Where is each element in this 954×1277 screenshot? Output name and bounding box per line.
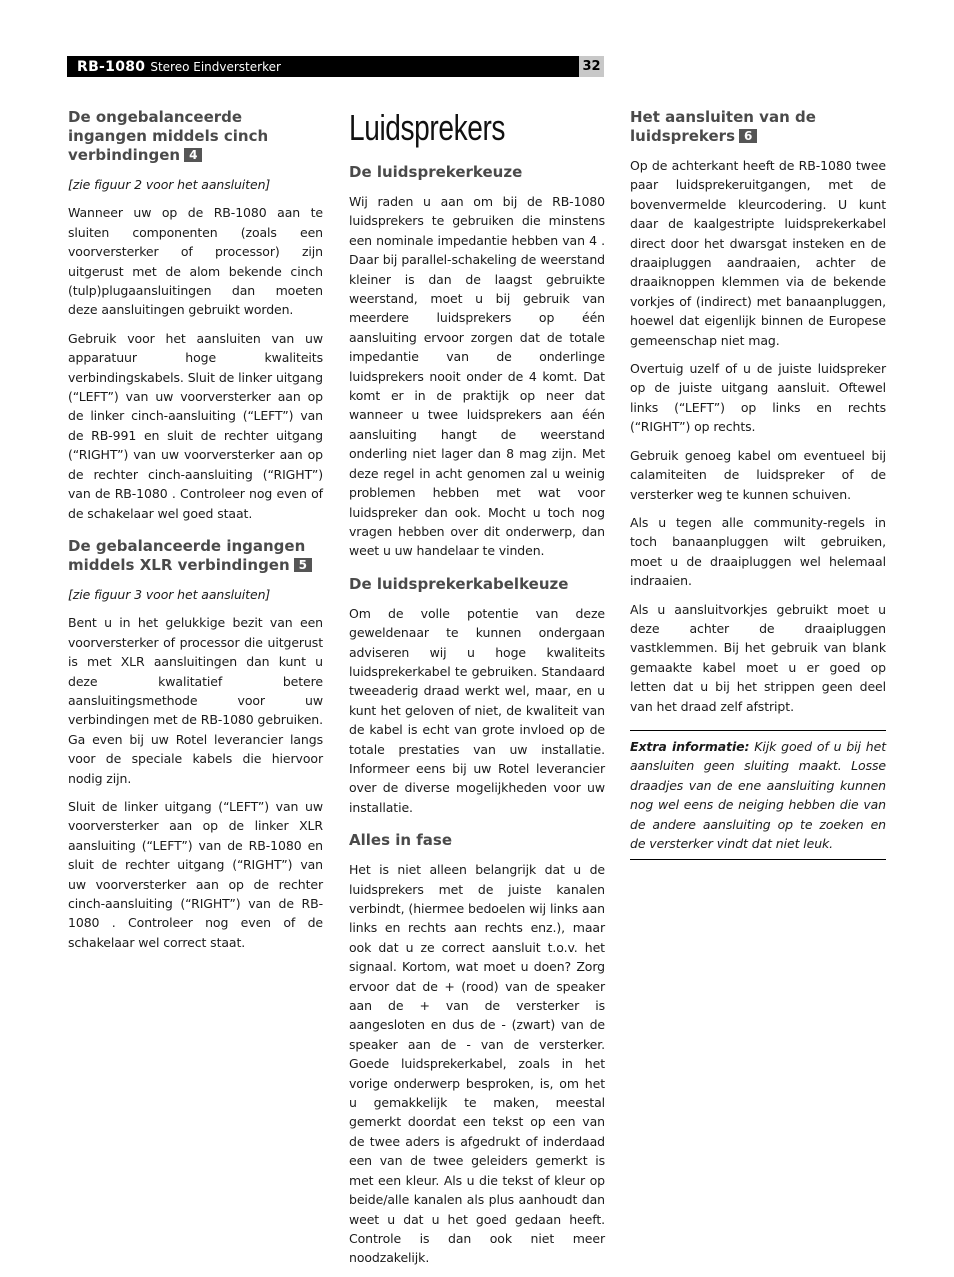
figure-badge: 4	[184, 148, 202, 162]
extra-info-box	[630, 730, 886, 860]
section-heading-speaker-choice: De luidsprekerkeuze	[349, 163, 523, 181]
paragraph: Wij raden u aan om bij de RB-1080 luidsprekers te gebruiken die minstens een nominale impedantie hebben van 4 . Daar bij parallel-schakeling de weerstand kleiner is dan de laagst gebruikte weerstand, moet u bij gebruik van meerdere luidsprekers op één aansluiting ervoor zorgen dat de totale impedantie van de onderlinge luidsprekers nooit onder de 4 komt. Dat komt er in de praktijk op neer dat wanneer u twee luidsprekers aan één aansluiting hangt de weerstand onderling niet lager dan 8 mag zijn. Met deze regel in acht genomen zal u weinig problemen hebben met wat voor luidspreker dan ook. Mocht u toch nog vragen hebben over dit onderwerp, dan weet u uw handelaar te vinden.	[349, 194, 605, 559]
paragraph: Wanneer uw op de RB-1080 aan te sluiten componenten (zoals een voorversterker of processor) zijn uitgerust met de alom bekende cinch (tulp)plugaansluitingen dan moeten deze aansluitingen gebruikt worden.	[68, 205, 323, 318]
column-left	[68, 108, 323, 961]
section-heading-cable-choice: De luidsprekerkabelkeuze	[349, 574, 569, 593]
figure-badge: 6	[739, 129, 757, 143]
extra-info-label: Extra informatie:	[630, 738, 750, 754]
figure-badge: 5	[294, 558, 312, 572]
paragraph: Om de volle potentie van deze geweldenaar te kunnen ondergaan adviseren wij u hoge kwaliteits luidsprekerkabel te gebruiken. Standaard tweeaderig draad werkt wel, maar, en u kunt het geloven of niet, de kwaliteit van de kabel is echt van grote invloed op de totale prestaties van uw installatie. Informeer eens bij uw Rotel leverancier over de diverse mogelijkheden voor uw installatie.	[349, 605, 605, 815]
figure-reference: [zie figuur 3 voor het aansluiten]	[68, 586, 271, 602]
model-name: RB-1080	[77, 58, 146, 75]
column-right	[630, 108, 886, 860]
page-header	[67, 56, 579, 77]
extra-info-text: Extra informatie: Kijk goed of u bij het aansluiten geen sluiting maakt. Losse draadjes van de ene aansluiting kunnen nog wel eens de neiging hebben die van de andere aansluiting op te zoeken en de versterker vindt dat niet leuk.	[630, 738, 886, 851]
paragraph: Gebruik genoeg kabel om eventueel bij calamiteiten de luidspreker of de versterker weg te kunnen schuiven.	[630, 447, 886, 502]
page-title: Luidsprekers	[349, 107, 506, 148]
paragraph: Op de achterkant heeft de RB-1080 twee paar luidsprekeruitgangen, met de bovenvermelde kleurcodering. U kunt daar de kaalgestripte luidsprekerkabel direct door het dwarsgat insteken en de draaipluggen aandraaien, achter de draaiknoppen klemmen via de bekende vorkjes of (indirect) met banaanpluggen, hoewel dat eigenlijk binnen de Europese gemeenschap niet mag.	[630, 158, 886, 348]
column-middle	[349, 108, 605, 1277]
paragraph: Gebruik voor het aansluiten van uw apparatuur hoge kwaliteits verbindingskabels. Sluit de linker uitgang (“LEFT”) van uw voorversterker aan op de linker cinch-aansluiting (“LEFT”) van de RB-991 en sluit de rechter uitgang (“RIGHT”) van uw voorversterker aan op de rechter cinch-aansluiting (“RIGHT”) van de RB-1080 . Controleer nog even of de schakelaar wel goed staat.	[68, 330, 323, 521]
paragraph: Als u tegen alle community-regels in toch banaanpluggen wilt gebruiken, moet u de draaipluggen wel helemaal indraaien.	[630, 514, 886, 589]
figure-reference: [zie figuur 2 voor het aansluiten]	[68, 177, 271, 192]
paragraph: Het is niet alleen belangrijk dat u de luidsprekers met de juiste kanalen verbindt, (hiermee bedoelen wij links aan links en rechts aan rechts enz.), maar ook dat u ze correct aansluit t.o.v. het signaal. Kortom, wat moet u doen? Zorg ervoor dat de + (rood) van de speaker aan de + van de versterker is aangesloten en dus de - (zwart) van de speaker aan de - van de versterker. Goede luidsprekerkabel, zoals in het vorige onderwerp besproken, is, om het u gemakkelijk te maken, meestal gemerkt doordat een tekst op een van de twee aders is afgedrukt of inderdaad een van de twee geleiders gemerkt is met een kleur. Als u die tekst of kleur op beide/alle kanalen als plus aanhoudt dan weet u dat u het goed gedaan heeft. Controle is dan ook niet meer noodzakelijk.	[349, 862, 605, 1266]
section-heading-phase: Alles in fase	[349, 831, 453, 850]
section-heading-balanced: De gebalanceerde ingangen middels XLR verbindingen 5	[68, 537, 323, 575]
paragraph: Als u aansluitvorkjes gebruikt moet u deze achter de draaipluggen vastklemmen. Bij het gebruik van blank gemaakte kabel moet u er goed op letten dat u bij het strippen geen deel van het draad zelf afstript.	[630, 601, 886, 714]
paragraph: Sluit de linker uitgang (“LEFT”) van uw voorversterker aan op de linker XLR aansluiting (“LEFT”) van de RB-1080 en sluit de rechter uitgang (“RIGHT”) van uw voorversterker aan op de rechter cinch-aansluiting (“RIGHT”) van de RB-1080 . Controleer nog even of de schakelaar wel correct staat.	[68, 798, 323, 950]
section-heading-unbalanced: De ongebalanceerde ingangen middels cinch verbindingen 4	[68, 108, 269, 164]
header-subtitle: Stereo Eindversterker	[150, 59, 281, 74]
page-number: 32	[579, 56, 604, 77]
paragraph: Overtuig uzelf of u de juiste luidspreker op de juiste uitgang aansluit. Oftewel links (“LEFT”) op links en rechts (“RIGHT”) op rechts.	[630, 361, 886, 435]
section-heading-connect-speakers: Het aansluiten van de luidsprekers 6	[630, 108, 816, 145]
paragraph: Bent u in het gelukkige bezit van een voorversterker of processor die uitgerust is met XLR aansluitingen dan kunt u deze kwalitatief betere aansluitingsmethode voor uw verbindingen met de RB-1080 gebruiken. Ga even bij uw Rotel leverancier langs voor de speciale kabels die hiervoor nodig zijn.	[68, 615, 323, 786]
